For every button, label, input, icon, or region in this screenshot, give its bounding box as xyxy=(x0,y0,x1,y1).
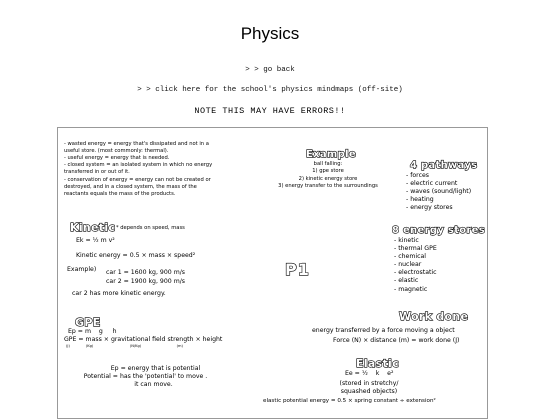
definition-line: - closed system = an isolated system in which no energy xyxy=(64,162,213,168)
definition-line: - useful energy = energy that is needed. xyxy=(64,155,170,161)
kinetic-heading: Kinetic xyxy=(70,221,116,234)
gpe-heading: GPE xyxy=(75,316,101,329)
definition-line: transferred in or out of it. xyxy=(64,169,130,175)
work-done-line: Force (N) × distance (m) = work done (J) xyxy=(333,337,460,344)
center-topic-label: P1 xyxy=(285,260,310,279)
elastic-line: squashed objects) xyxy=(340,388,398,395)
energy-store-item: - electrostatic xyxy=(394,269,437,276)
mindmap-image xyxy=(57,127,488,419)
example-heading: Example xyxy=(306,149,356,160)
elastic-formula-short: Ee = ½ k e² xyxy=(345,370,394,377)
definition-line: - wasted energy = energy that's dissipated and not in a xyxy=(64,141,209,147)
kinetic-formula-short: Ek = ½ m v² xyxy=(76,237,115,244)
energy-stores-heading: 8 energy stores xyxy=(392,225,485,236)
pathways-item: - electric current xyxy=(406,180,458,187)
definition-line: useful store. (most commonly: thermal). xyxy=(64,148,169,154)
gpe-units: (J) (Kg) (N/Kg) (m) xyxy=(66,344,183,348)
example-line: ball falling: xyxy=(313,161,343,167)
example-line: 1) gpe store xyxy=(312,168,344,174)
work-done-heading: Work done xyxy=(399,310,469,323)
pathways-heading: 4 pathways xyxy=(410,160,478,171)
kinetic-conclusion: car 2 has more kinetic energy. xyxy=(72,290,166,297)
definition-line: - conservation of energy = energy can not be created or xyxy=(64,177,211,183)
energy-store-item: - thermal GPE xyxy=(394,245,437,252)
page-title: Physics xyxy=(240,24,300,43)
errors-warning: NOTE THIS MAY HAVE ERRORS!! xyxy=(194,106,346,116)
elastic-line: (stored in stretchy/ xyxy=(339,380,399,387)
gpe-note: it can move. xyxy=(134,381,173,388)
elastic-line: elastic potential energy = 0.5 × spring constant ÷ extension² xyxy=(263,398,436,404)
kinetic-car1: car 1 = 1600 kg, 900 m/s xyxy=(106,269,186,276)
energy-store-item: - nuclear xyxy=(394,261,422,268)
example-line: 2) kinetic energy store xyxy=(298,176,358,182)
gpe-formula-short: Ep = m g h xyxy=(68,328,117,335)
energy-store-item: - magnetic xyxy=(394,286,428,293)
gpe-note: Ep = energy that is potential xyxy=(110,365,201,372)
elastic-heading: Elastic xyxy=(356,357,399,370)
pathways-item: - forces xyxy=(406,172,430,179)
energy-store-item: - elastic xyxy=(394,277,419,284)
kinetic-car2: car 2 = 1900 kg, 900 m/s xyxy=(106,278,186,285)
energy-store-item: - chemical xyxy=(394,253,426,260)
pathways-item: - energy stores xyxy=(406,204,453,211)
example-line: 3) energy transfer to the surroundings xyxy=(278,183,378,189)
pathways-item: - waves (sound/light) xyxy=(406,188,472,195)
school-mindmaps-link[interactable]: > > click here for the school's physics mindmaps (off-site) xyxy=(137,86,403,94)
kinetic-example-label: Example) xyxy=(67,266,97,273)
pathways-item: - heating xyxy=(406,196,434,203)
kinetic-depends: * depends on speed, mass xyxy=(116,225,185,231)
go-back-link[interactable]: > > go back xyxy=(245,66,295,74)
definition-line: destroyed, and in a closed system, the mass of the xyxy=(64,184,197,190)
definition-line: reactants equals the mass of the products. xyxy=(64,191,176,197)
energy-store-item: - kinetic xyxy=(394,237,419,244)
gpe-formula-words: GPE = mass × gravitational field strength × height xyxy=(64,336,223,343)
work-done-line: energy transferred by a force moving a object xyxy=(312,327,455,334)
kinetic-formula-words: Kinetic energy = 0.5 × mass × speed² xyxy=(76,252,196,259)
gpe-note: Potential = has the 'potential' to move . xyxy=(83,373,208,380)
